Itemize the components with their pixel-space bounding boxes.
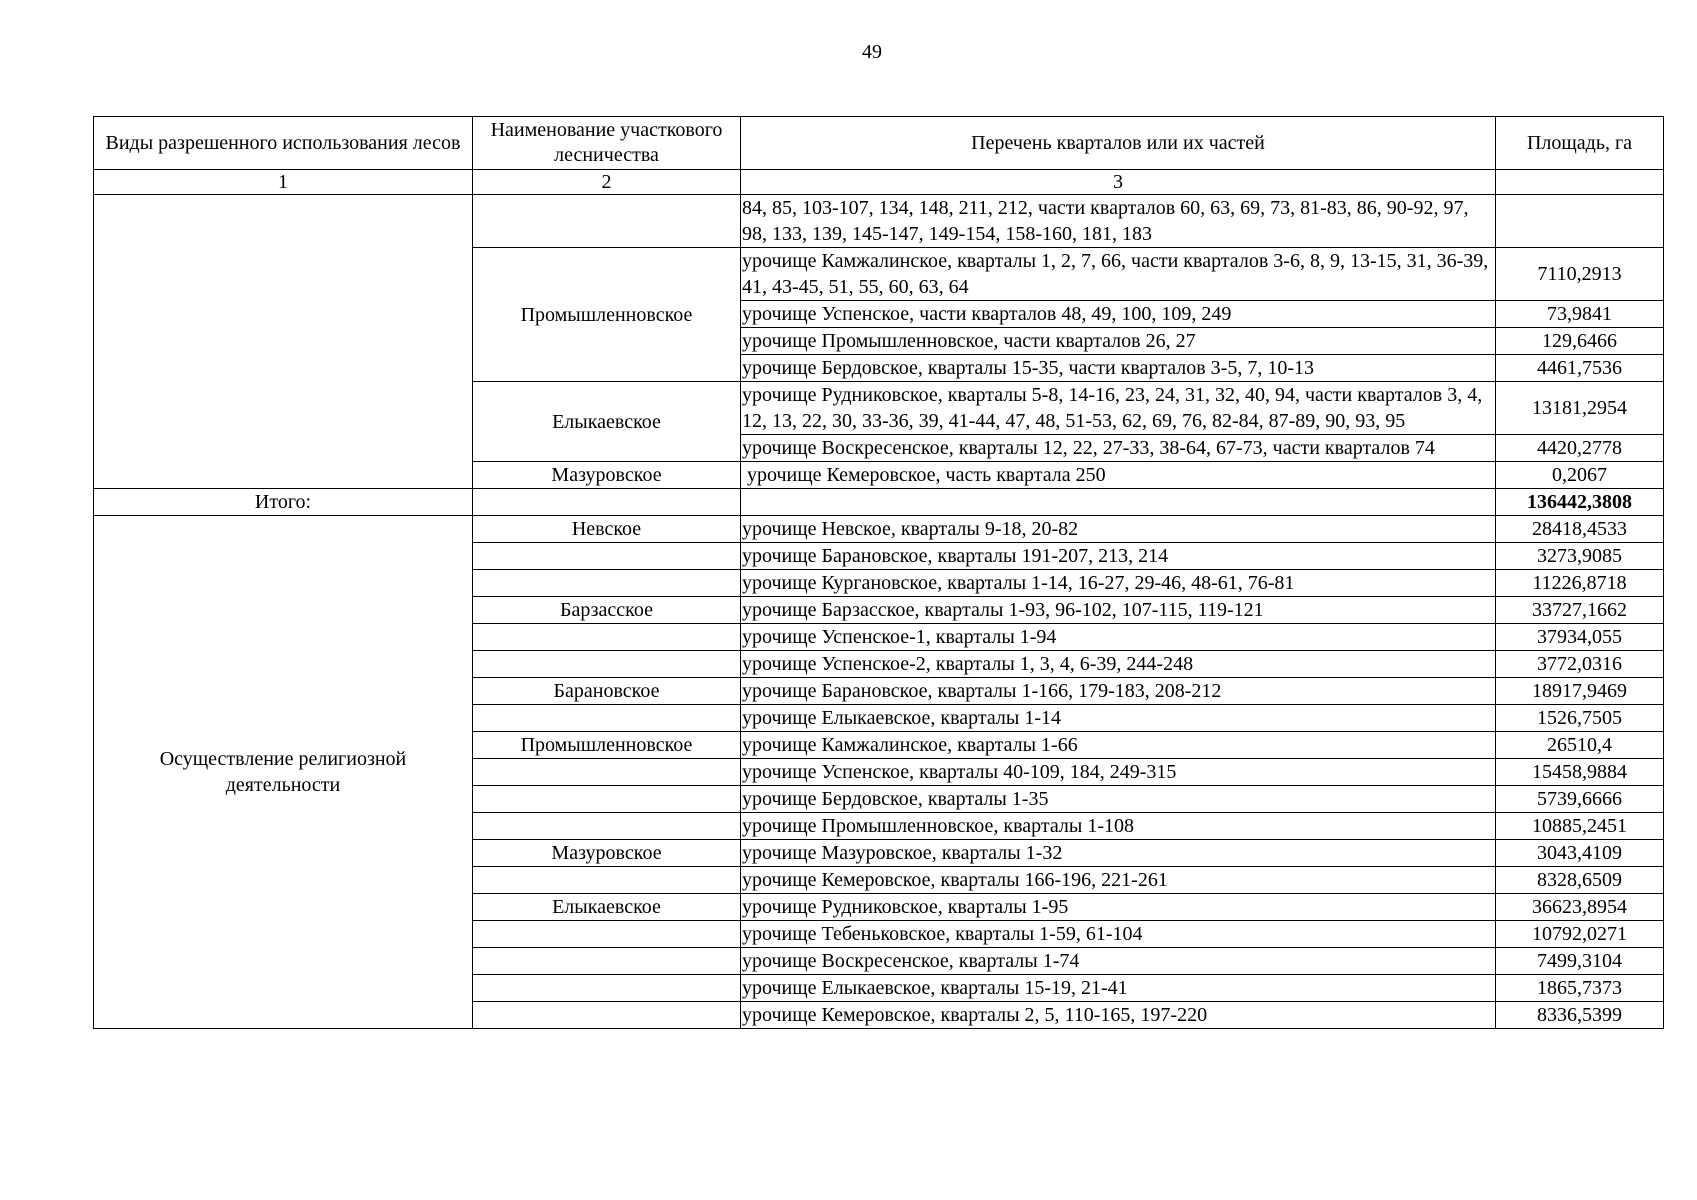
forestry-cell <box>473 948 741 975</box>
forestry-cell <box>473 570 741 597</box>
quarters-cell: урочище Камжалинское, кварталы 1, 2, 7, 66, части кварталов 3-6, 8, 9, 13-15, 31, 36-39, 41, 43-45, 51, 55, 60, 63, 64 <box>741 248 1496 301</box>
area-cell: 1865,7373 <box>1496 975 1664 1002</box>
quarters-cell: урочище Невское, кварталы 9-18, 20-82 <box>741 516 1496 543</box>
forestry-cell <box>473 813 741 840</box>
forestry-cell <box>473 759 741 786</box>
quarters-cell: урочище Промышленновское, части кварталов 26, 27 <box>741 328 1496 355</box>
quarters-cell: урочище Барзасское, кварталы 1-93, 96-102, 107-115, 119-121 <box>741 597 1496 624</box>
header-area: Площадь, га <box>1496 117 1664 170</box>
total-label: Итого: <box>94 489 473 516</box>
area-cell: 10885,2451 <box>1496 813 1664 840</box>
quarters-cell: урочище Кемеровское, кварталы 166-196, 221-261 <box>741 867 1496 894</box>
forestry-cell <box>473 651 741 678</box>
area-cell: 37934,055 <box>1496 624 1664 651</box>
table-row <box>94 516 1664 543</box>
area-cell: 13181,2954 <box>1496 382 1664 435</box>
column-number-3: 3 <box>741 170 1496 195</box>
area-cell: 36623,8954 <box>1496 894 1664 921</box>
use-type-cell: Осуществление религиозной деятельности <box>94 516 473 1029</box>
forestry-cell: Промышленновское <box>473 248 741 382</box>
column-number-1: 1 <box>94 170 473 195</box>
forestry-cell <box>473 489 741 516</box>
quarters-cell: урочище Успенское, части кварталов 48, 49, 100, 109, 249 <box>741 301 1496 328</box>
area-cell: 5739,6666 <box>1496 786 1664 813</box>
area-cell: 129,6466 <box>1496 328 1664 355</box>
forestry-cell: Мазуровское <box>473 840 741 867</box>
area-cell: 3043,4109 <box>1496 840 1664 867</box>
quarters-cell: урочище Барановское, кварталы 191-207, 213, 214 <box>741 543 1496 570</box>
column-number-row <box>94 170 1664 195</box>
forestry-cell <box>473 975 741 1002</box>
forestry-cell <box>473 786 741 813</box>
forestry-cell: Промышленновское <box>473 732 741 759</box>
area-cell: 10792,0271 <box>1496 921 1664 948</box>
forestry-cell <box>473 867 741 894</box>
header-row <box>94 117 1664 170</box>
area-cell: 26510,4 <box>1496 732 1664 759</box>
forestry-cell: Елыкаевское <box>473 894 741 921</box>
quarters-cell: урочище Елыкаевское, кварталы 1-14 <box>741 705 1496 732</box>
forestry-cell: Невское <box>473 516 741 543</box>
quarters-cell: урочище Елыкаевское, кварталы 15-19, 21-41 <box>741 975 1496 1002</box>
area-cell: 11226,8718 <box>1496 570 1664 597</box>
quarters-cell: 84, 85, 103-107, 134, 148, 211, 212, части кварталов 60, 63, 69, 73, 81-83, 86, 90-92, 97, 98, 133, 139, 145-147, 149-154, 158-160, 181, 183 <box>741 195 1496 248</box>
quarters-cell: урочище Бердовское, кварталы 1-35 <box>741 786 1496 813</box>
forestry-cell <box>473 195 741 248</box>
forestry-cell: Мазуровское <box>473 462 741 489</box>
area-cell: 28418,4533 <box>1496 516 1664 543</box>
use-type-cell <box>94 195 473 489</box>
area-cell: 3772,0316 <box>1496 651 1664 678</box>
area-cell <box>1496 195 1664 248</box>
table-row <box>94 195 1664 248</box>
forestry-cell: Барановское <box>473 678 741 705</box>
area-cell: 0,2067 <box>1496 462 1664 489</box>
forestry-cell: Барзасское <box>473 597 741 624</box>
area-cell: 8328,6509 <box>1496 867 1664 894</box>
forestry-cell <box>473 705 741 732</box>
quarters-cell: урочище Кемеровское, часть квартала 250 <box>741 462 1496 489</box>
quarters-cell: урочище Камжалинское, кварталы 1-66 <box>741 732 1496 759</box>
total-area: 136442,3808 <box>1496 489 1664 516</box>
quarters-cell: урочище Успенское, кварталы 40-109, 184, 249-315 <box>741 759 1496 786</box>
area-cell: 7499,3104 <box>1496 948 1664 975</box>
quarters-cell: урочище Рудниковское, кварталы 1-95 <box>741 894 1496 921</box>
forest-use-table <box>93 116 1664 1029</box>
area-cell: 4420,2778 <box>1496 435 1664 462</box>
quarters-cell: урочище Кемеровское, кварталы 2, 5, 110-165, 197-220 <box>741 1002 1496 1029</box>
area-cell: 15458,9884 <box>1496 759 1664 786</box>
area-cell: 18917,9469 <box>1496 678 1664 705</box>
quarters-cell: урочище Кургановское, кварталы 1-14, 16-27, 29-46, 48-61, 76-81 <box>741 570 1496 597</box>
area-cell: 3273,9085 <box>1496 543 1664 570</box>
area-cell: 1526,7505 <box>1496 705 1664 732</box>
column-number-4 <box>1496 170 1664 195</box>
quarters-cell: урочище Тебеньковское, кварталы 1-59, 61-104 <box>741 921 1496 948</box>
quarters-cell: урочище Воскресенское, кварталы 1-74 <box>741 948 1496 975</box>
header-quarters: Перечень кварталов или их частей <box>741 117 1496 170</box>
forestry-cell: Елыкаевское <box>473 382 741 462</box>
area-cell: 73,9841 <box>1496 301 1664 328</box>
quarters-cell <box>741 489 1496 516</box>
quarters-cell: урочище Рудниковское, кварталы 5-8, 14-16, 23, 24, 31, 32, 40, 94, части кварталов 3, 4, 12, 13, 22, 30, 33-36, 39, 41-44, 47, 48, 51-53, 62, 69, 76, 82-84, 87-89, 90, 93, 95 <box>741 382 1496 435</box>
quarters-cell: урочище Воскресенское, кварталы 12, 22, 27-33, 38-64, 67-73, части кварталов 74 <box>741 435 1496 462</box>
quarters-cell: урочище Барановское, кварталы 1-166, 179-183, 208-212 <box>741 678 1496 705</box>
quarters-cell: урочище Бердовское, кварталы 15-35, части кварталов 3-5, 7, 10-13 <box>741 355 1496 382</box>
quarters-cell: урочище Успенское-2, кварталы 1, 3, 4, 6-39, 244-248 <box>741 651 1496 678</box>
header-forestry: Наименование участкового лесничества <box>473 117 741 170</box>
quarters-cell: урочище Успенское-1, кварталы 1-94 <box>741 624 1496 651</box>
header-use-type: Виды разрешенного использования лесов <box>94 117 473 170</box>
total-row <box>94 489 1664 516</box>
area-cell: 7110,2913 <box>1496 248 1664 301</box>
quarters-cell: урочище Мазуровское, кварталы 1-32 <box>741 840 1496 867</box>
area-cell: 8336,5399 <box>1496 1002 1664 1029</box>
column-number-2: 2 <box>473 170 741 195</box>
page-number: 49 <box>862 41 882 63</box>
forestry-cell <box>473 543 741 570</box>
area-cell: 33727,1662 <box>1496 597 1664 624</box>
quarters-cell: урочище Промышленновское, кварталы 1-108 <box>741 813 1496 840</box>
area-cell: 4461,7536 <box>1496 355 1664 382</box>
forestry-cell <box>473 921 741 948</box>
forestry-cell <box>473 624 741 651</box>
forestry-cell <box>473 1002 741 1029</box>
